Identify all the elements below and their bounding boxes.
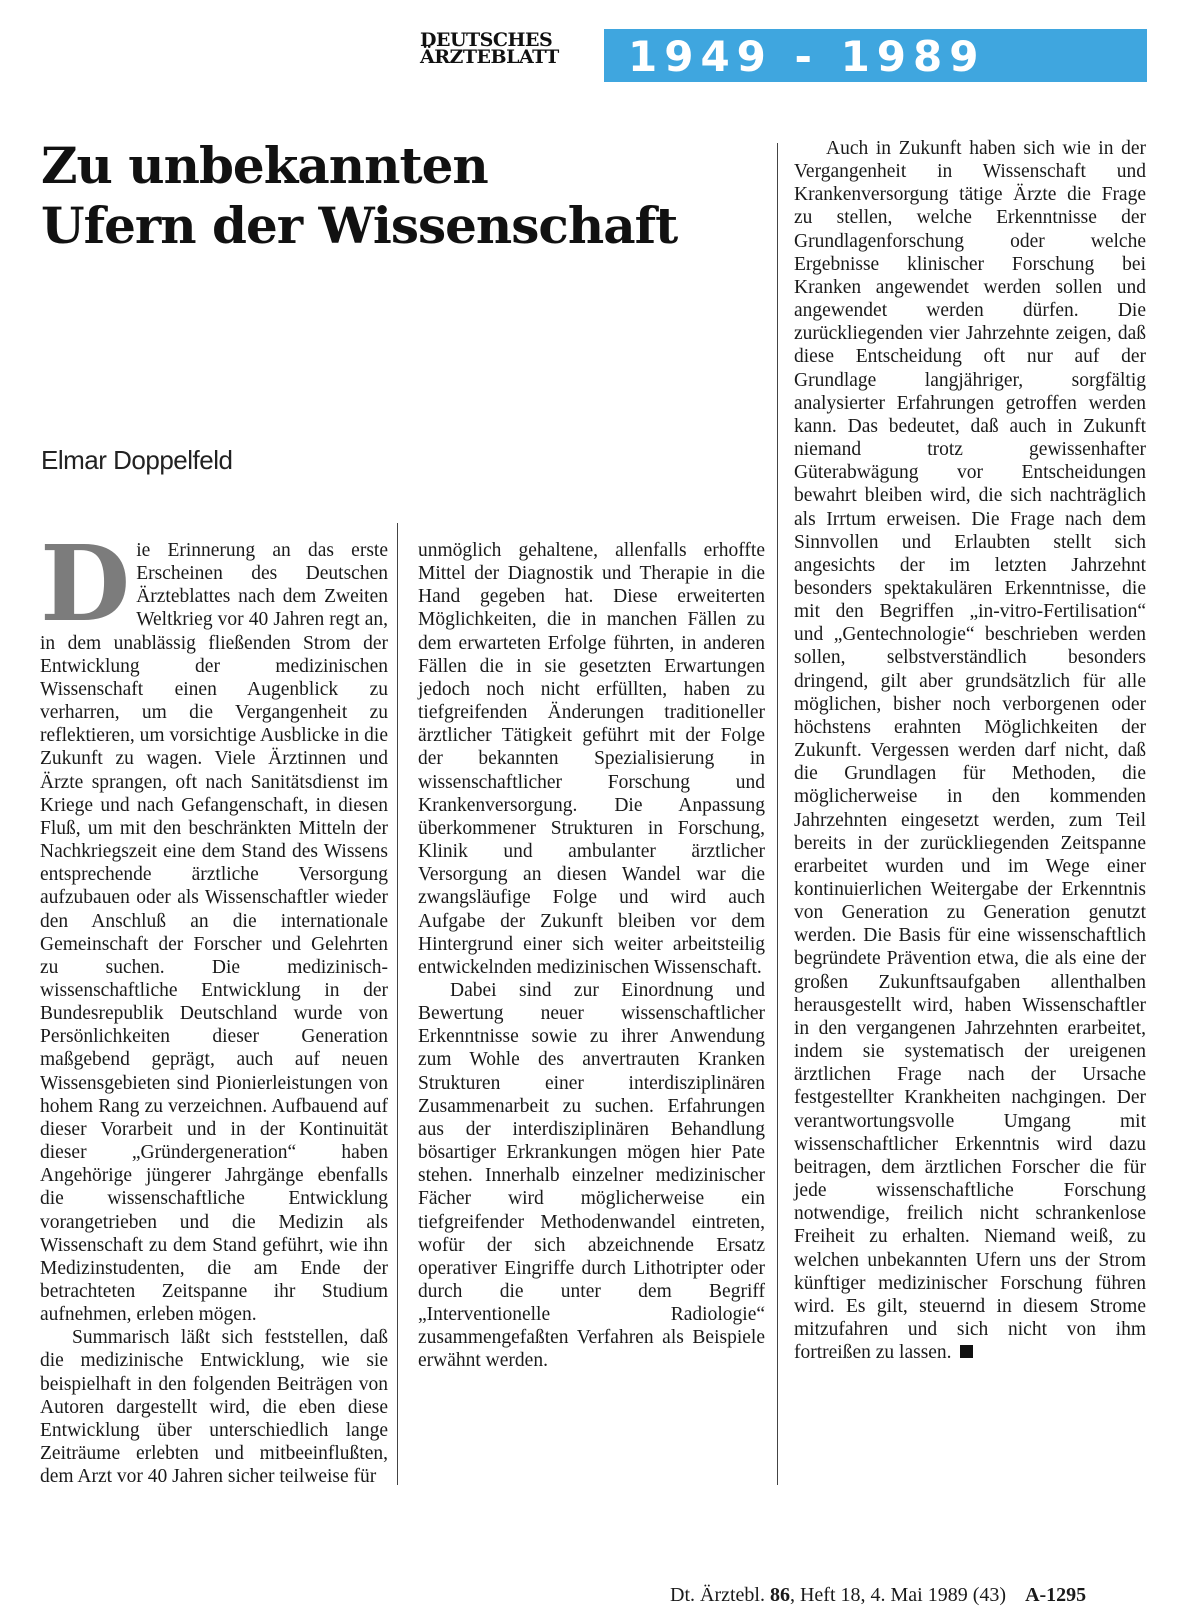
footer-journal: Dt. Ärztebl. xyxy=(670,1584,765,1606)
paragraph-2: Summarisch läßt sich feststellen, daß die medizinische Entwicklung, wie sie beispielhaft in den folgenden Beiträgen von Autoren dargestellt wird, die eben diese Entwicklung über unterschiedlich lange Zeiträume erlebten und mitbeeinflußten, dem Arzt vor 40 Jahren sicher teilweise für xyxy=(40,1327,388,1488)
title-line-1: Zu unbekannten xyxy=(41,136,488,195)
end-of-article-mark xyxy=(960,1345,973,1358)
column-rule-1 xyxy=(397,523,398,1485)
page-footer xyxy=(670,1584,1086,1607)
footer-issue: , Heft 18, 4. Mai 1989 (43) xyxy=(789,1584,1007,1606)
paragraph-1-text: ie Erinnerung an das erste Erscheinen des Deutschen Ärzteblattes nach dem Zweiten Weltkrieg vor 40 Jahren regt an, in dem unablässig fließenden Strom der Entwicklung der medizinischen Wissenschaft einen Augenblick zu verharren, um die Vergangenheit zu reflektieren, um vorsichtige Ausblicke in die Zukunft zu wagen. Viele Ärztinnen und Ärzte sprangen, oft nach Sanitätsdienst im Kriege und nach Gefangenschaft, in diesen Fluß, um mit den beschränkten Mitteln der Nachkriegszeit eine dem Stand des Wissens entsprechende ärztliche Versorgung aufzubauen oder als Wissenschaftler wieder den Anschluß an die internationale Gemeinschaft der Forscher und Gelehrten zu suchen. Die medizinisch-wissenschaftliche Entwicklung in der Bundesrepublik Deutschland wurde von Persönlichkeiten dieser Generation maßgebend geprägt, auch auf neuen Wissensgebieten sind Pionierleistungen von hohem Rang zu verzeichnen. Aufbauend auf dieser Vorarbeit und in der Kontinuität dieser „Gründergeneration“ haben Angehörige jüngerer Jahrgänge ebenfalls die wissenschaftliche Entwicklung vorangetrieben und die Medizin als Wissenschaft zu dem Stand geführt, wie ihn Medizinstudenten, die am Ende der betrachteten Zeitspanne ihr Studium aufnehmen, erleben mögen. xyxy=(40,540,388,1326)
column-rule-2 xyxy=(777,143,778,1485)
paragraph-4 xyxy=(794,137,1146,1364)
journal-masthead xyxy=(420,29,559,68)
article-title xyxy=(41,136,677,256)
paragraph-4-text: Auch in Zukunft haben sich wie in der Vergangenheit in Wissenschaft und Krankenversorgung tätige Ärzte die Frage zu stellen, welche Erkenntnisse der Grundlagenforschung oder welche Ergebnisse klinischer Forschung bei Kranken angewendet werden sollen und angewendet werden dürfen. Die zurückliegenden vier Jahrzehnte zeigen, daß diese Entscheidung oft nur auf der Grundlage langjähriger, sorgfältig analysierter Erfahrungen getroffen werden kann. Das bedeutet, daß auch in Zukunft niemand trotz gewissenhafter Güterabwägung vor Entscheidungen bewahrt bleiben wird, die sich nachträglich als Irrtum erweisen. Die Frage nach dem Sinnvollen und Erlaubten stellt sich angesichts der im letzten Jahrzehnt besonders spektakulären Erkenntnisse, die mit den Begriffen „in-vitro-Fertilisation“ und „Gentechnologie“ beschrieben werden sollen, selbstverständlich besonders dringend, gilt aber grundsätzlich für alle möglichen, bisher noch verborgenen oder höchstens erahnten Möglichkeiten der Zukunft. Vergessen werden darf nicht, daß die Grundlagen für Methoden, die möglicherweise in den kommenden Jahrzehnten eingesetzt werden, zum Teil bereits in der zurückliegenden Zeitspanne erarbeitet wurden und im Wege einer kontinuierlichen Weitergabe der Erkenntnis von Generation zu Generation genutzt werden. Die Basis für eine wissenschaftlich begründete Prävention etwa, die als eine der großen Zukunftsaufgaben allenthalben herausgestellt wird, haben Wissenschaftler in den vergangenen Jahrzehnten erarbeitet, indem sie systematisch der ureigenen ärztlichen Frage nach der Ursache festgestellter Krankheiten nachgingen. Der verantwortungsvolle Umgang mit wissenschaftlicher Erkenntnis wird dazu beitragen, dem ärztlichen Forscher die für jede wissenschaftliche Forschung notwendige, freilich nicht schrankenlose Freiheit zu erhalten. Niemand weiß, zu welchen unbekannten Ufern uns der Strom künftiger medizinischer Forschung führen wird. Es gilt, steuernd in diesem Strome mitzufahren und sich nicht von ihm fortreißen zu lassen. xyxy=(794,138,1146,1364)
column-2 xyxy=(418,539,765,1373)
footer-page-number: A-1295 xyxy=(1025,1584,1087,1606)
footer-volume: 86 xyxy=(769,1584,790,1606)
title-line-2: Ufern der Wissenschaft xyxy=(41,196,678,255)
column-1 xyxy=(40,522,388,1488)
paragraph-3: Dabei sind zur Einordnung und Bewertung neuer wissenschaftlicher Erkenntnisse sowie zu ihrer Anwendung zum Wohle des anvertrauten Kranken Strukturen einer interdisziplinären Zusammenarbeit zu suchen. Erfahrungen aus der interdisziplinären Behandlung bösartiger Erkrankungen mögen hier Pate stehen. Innerhalb einzelner medizinischer Fächer wird möglicherweise ein tiefgreifender Methodenwandel eintreten, wofür der sich abzeichnende Ersatz operativer Eingriffe durch Lithotripter oder durch die unter dem Begriff „Interventionelle Radiologie“ zusammengefaßten Verfahren als Beispiele erwähnt werden. xyxy=(418,979,765,1372)
masthead-line-1: DEUTSCHES xyxy=(420,29,553,51)
drop-cap: D xyxy=(40,522,131,645)
paragraph-2-continued: unmöglich gehaltene, allenfalls erhoffte Mittel der Diagnostik und Therapie in die Hand gegeben hat. Diese erweiterten Möglichkeiten, die in manchen Fällen zu dem erwarteten Erfolge führten, in anderen Fällen die in sie gesetzten Erwartungen jedoch noch nicht erfüllten, haben zu tiefgreifenden Änderungen traditioneller ärztlicher Tätigkeit geführt mit der Folge der bekannten Spezialisierung in wissenschaftlicher Forschung und Krankenversorgung. Die Anpassung überkommener Strukturen in Forschung, Klinik und ambulanter ärztlicher Versorgung an diesen Wandel war die zwangsläufige Folge und wird auch Aufgabe der Zukunft bleiben vor dem Hintergrund einer sich weiter arbeitsteilig entwickelnden medizinischen Wissenschaft. xyxy=(418,540,765,978)
anniversary-band xyxy=(604,29,1147,82)
anniversary-years: 1949 - 1989 xyxy=(628,32,986,81)
column-3 xyxy=(794,137,1146,1364)
paragraph-1 xyxy=(40,522,388,1326)
author-name: Elmar Doppelfeld xyxy=(41,445,233,475)
masthead-line-2: ÄRZTEBLATT xyxy=(420,46,559,68)
